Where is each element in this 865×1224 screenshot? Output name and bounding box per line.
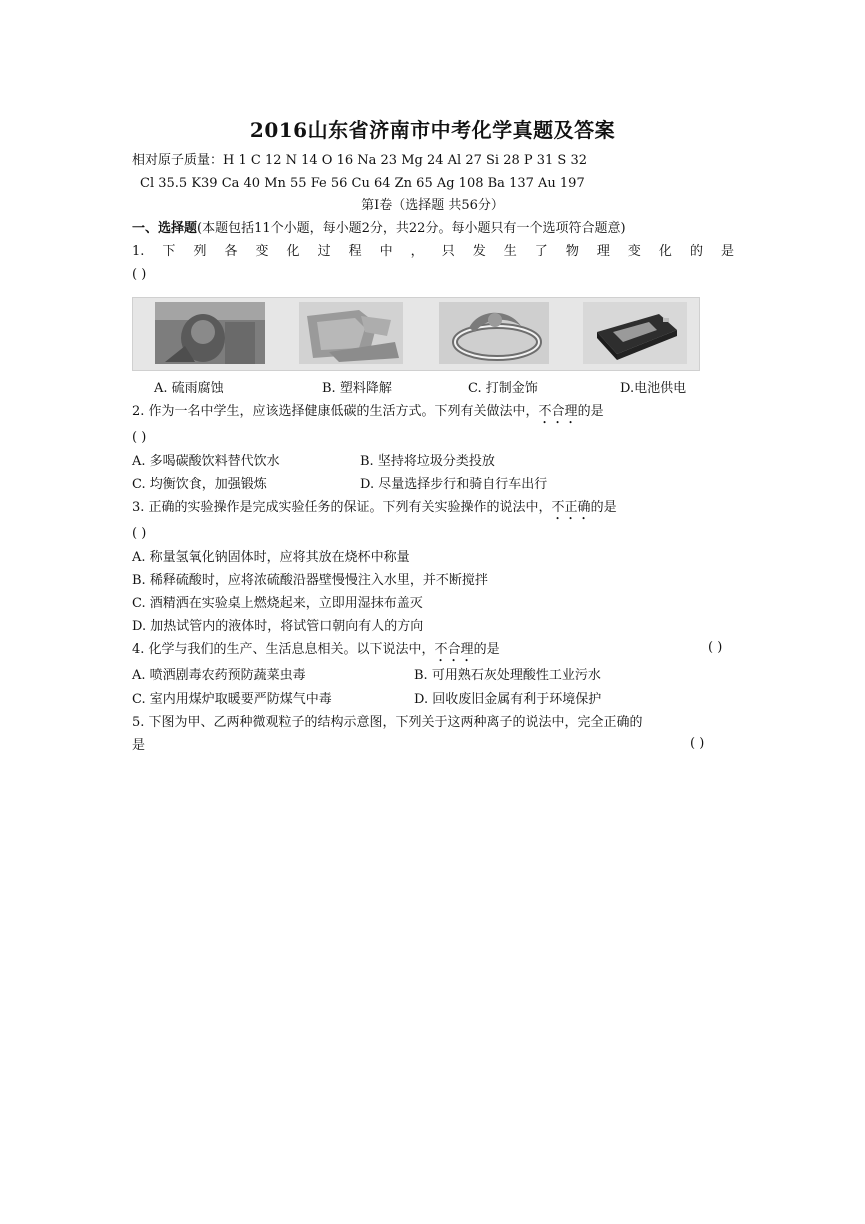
question-1-option-c: C. 打制金饰 bbox=[468, 381, 538, 396]
section-heading-line bbox=[132, 219, 626, 239]
atomic-mass-line-2: Cl 35.5 K39 Ca 40 Mn 55 Fe 56 Cu 64 Zn 65 Ag 108 Ba 137 Au 197 bbox=[140, 176, 585, 191]
question-4-option-d: D. 回收废旧金属有利于环境保护 bbox=[414, 692, 602, 707]
question-4-option-a: A. 喷洒剧毒农药预防蔬菜虫毒 bbox=[132, 668, 306, 683]
volume-title: 第Ⅰ卷（选择题 共56分） bbox=[361, 198, 504, 213]
question-1-option-d: D.电池供电 bbox=[620, 381, 687, 396]
question-2-option-c: C. 均衡饮食，加强锻炼 bbox=[132, 477, 267, 492]
question-3-emphasis: 不正确 bbox=[551, 500, 591, 515]
question-1-option-b: B. 塑料降解 bbox=[322, 381, 392, 396]
question-3-option-a: A. 称量氢氧化钠固体时，应将其放在烧杯中称量 bbox=[132, 550, 410, 565]
question-1-photo-strip bbox=[132, 297, 700, 371]
question-5-stem-continued: 是 bbox=[132, 738, 146, 753]
question-1-stem: 1.下列各变化过程中，只发生了物理变化的是 bbox=[132, 244, 734, 259]
question-2-stem bbox=[132, 402, 604, 427]
question-1-option-a: A. 硫雨腐蚀 bbox=[154, 381, 224, 396]
question-4-stem-text: 4. 化学与我们的生产、生活息息相关。以下说法中， bbox=[132, 642, 435, 657]
question-5-stem: 5. 下图为甲、乙两种微观粒子的结构示意图，下列关于这两种离子的说法中，完全正确的 bbox=[132, 715, 643, 730]
question-3-option-c: C. 酒精洒在实验桌上燃烧起来，立即用湿抹布盖灭 bbox=[132, 596, 423, 611]
question-3-stem-text: 3. 正确的实验操作是完成实验任务的保证。下列有关实验操作的说法中， bbox=[132, 500, 552, 515]
question-2-stem-text: 2. 作为一名中学生，应该选择健康低碳的生活方式。下列有关做法中， bbox=[132, 404, 539, 419]
question-3-paren: ( ) bbox=[132, 526, 147, 541]
page-title: 2016山东省济南市中考化学真题及答案 bbox=[249, 118, 616, 142]
question-2-option-d: D. 尽量选择步行和骑自行车出行 bbox=[360, 477, 548, 492]
acid-rain-statue-photo bbox=[155, 302, 265, 364]
question-4-stem-end: 的是 bbox=[473, 642, 500, 657]
plastic-degrade-photo bbox=[299, 302, 403, 364]
question-3-stem bbox=[132, 498, 617, 523]
question-4-paren: ( ) bbox=[708, 640, 723, 655]
question-2-emphasis: 不合理 bbox=[538, 404, 578, 419]
question-2-option-a: A. 多喝碳酸饮料替代饮水 bbox=[132, 454, 280, 469]
question-3-option-b: B. 稀释硫酸时，应将浓硫酸沿器壁慢慢注入水里，并不断搅拌 bbox=[132, 573, 488, 588]
question-2-option-b: B. 坚持将垃圾分类投放 bbox=[360, 454, 495, 469]
question-4-option-c: C. 室内用煤炉取暖要严防煤气中毒 bbox=[132, 692, 332, 707]
section-heading: 一、选择题 bbox=[132, 221, 198, 236]
question-4-stem bbox=[132, 640, 500, 665]
question-4-option-b: B. 可用熟石灰处理酸性工业污水 bbox=[414, 668, 601, 683]
question-5-paren: ( ) bbox=[690, 736, 705, 751]
battery-photo bbox=[583, 302, 687, 364]
question-4-emphasis: 不合理 bbox=[434, 642, 474, 657]
atomic-mass-line-1: 相对原子质量：H 1 C 12 N 14 O 16 Na 23 Mg 24 Al 27 Si 28 P 31 S 32 bbox=[132, 153, 588, 168]
question-3-stem-end: 的是 bbox=[590, 500, 617, 515]
question-3-option-d: D. 加热试管内的液体时，将试管口朝向有人的方向 bbox=[132, 619, 424, 634]
question-2-stem-end: 的是 bbox=[577, 404, 604, 419]
gold-jewelry-photo bbox=[439, 302, 549, 364]
question-2-paren: ( ) bbox=[132, 430, 147, 445]
question-1-paren: ( ) bbox=[132, 267, 147, 282]
section-description: (本题包括11个小题，每小题2分，共22分。每小题只有一个选项符合题意) bbox=[197, 221, 626, 236]
